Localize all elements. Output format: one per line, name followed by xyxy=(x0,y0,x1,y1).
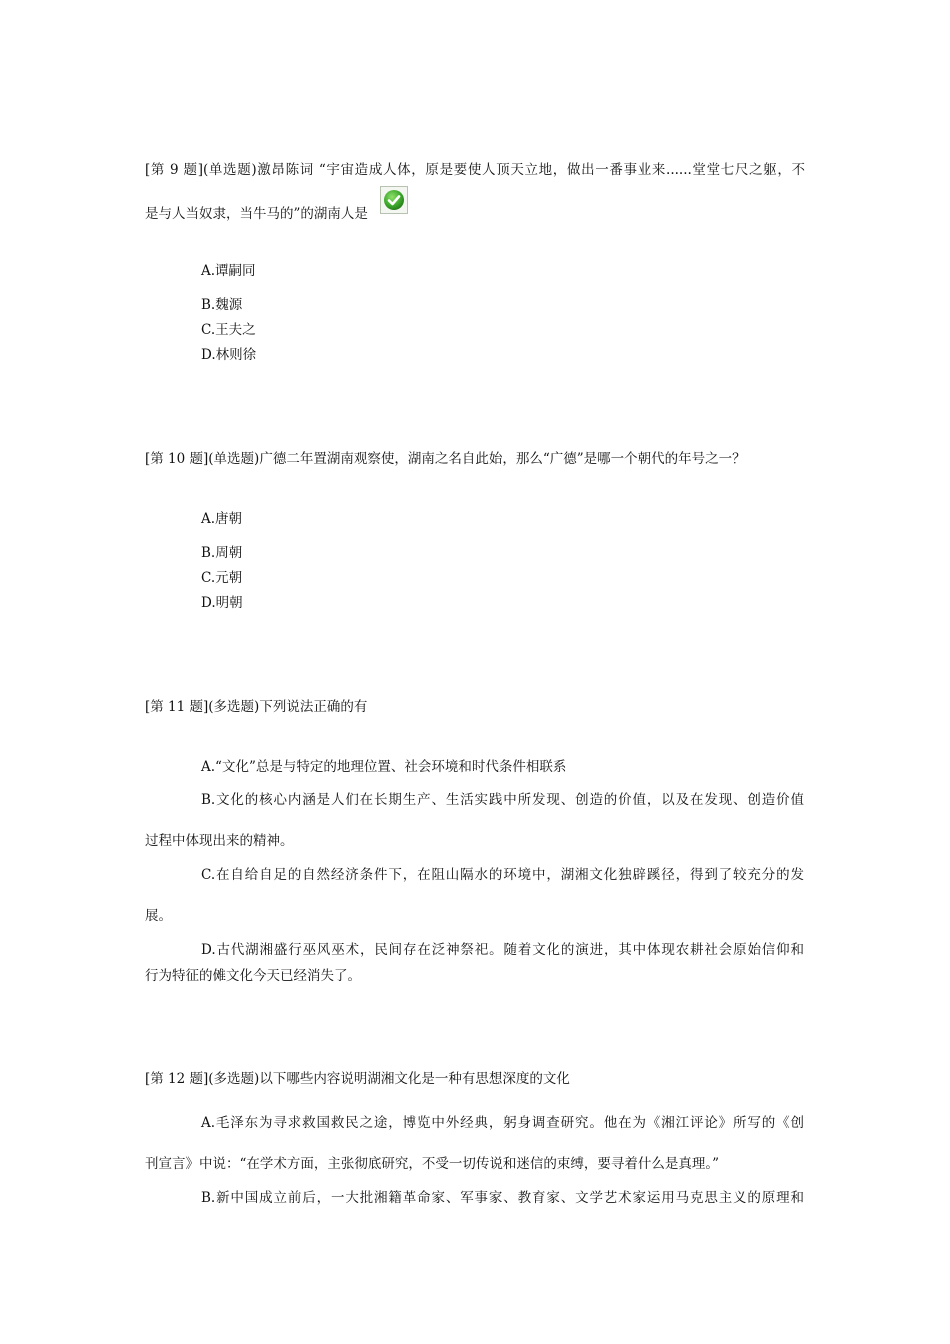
question-12-header: [第 12 题](多选题)以下哪些内容说明湖湘文化是一种有思想深度的文化 xyxy=(145,1071,570,1087)
question-11-option-c-line2: 展。 xyxy=(145,908,172,924)
question-11-option-d-line1[interactable]: D.古代湖湘盛行巫风巫术，民间存在泛神祭祀。随着文化的演进，其中体现农耕社会原始信仰和 xyxy=(201,942,804,958)
question-11-option-d-line2: 行为特征的傩文化今天已经消失了。 xyxy=(145,968,361,984)
question-11-header: [第 11 题](多选题)下列说法正确的有 xyxy=(145,699,368,715)
question-11-option-a[interactable]: A.“文化”总是与特定的地理位置、社会环境和时代条件相联系 xyxy=(201,759,567,775)
question-12-option-a-line2: 刊宣言》中说：“在学术方面，主张彻底研究，不受一切传说和迷信的束缚，要寻着什么是真理。” xyxy=(145,1156,720,1172)
question-9-option-b[interactable]: B.魏源 xyxy=(201,297,243,313)
question-10-header: [第 10 题](单选题)广德二年置湖南观察使，湖南之名自此始，那么“广德”是哪一个朝代的年号之一？ xyxy=(145,451,746,467)
check-icon xyxy=(380,186,408,214)
question-11-option-b-line1[interactable]: B.文化的核心内涵是人们在长期生产、生活实践中所发现、创造的价值，以及在发现、创造价值 xyxy=(201,792,804,808)
question-10-option-a[interactable]: A.唐朝 xyxy=(201,511,243,527)
question-12-option-a-line1[interactable]: A.毛泽东为寻求救国救民之途，博览中外经典，躬身调查研究。他在为《湘江评论》所写的《创 xyxy=(201,1115,804,1131)
question-10-option-b[interactable]: B.周朝 xyxy=(201,545,243,561)
question-9-option-d[interactable]: D.林则徐 xyxy=(201,347,257,363)
question-11-option-b-line2: 过程中体现出来的精神。 xyxy=(145,833,294,849)
question-9-option-a[interactable]: A.谭嗣同 xyxy=(201,263,256,279)
question-10-option-d[interactable]: D.明朝 xyxy=(201,595,243,611)
question-11-option-c-line1[interactable]: C.在自给自足的自然经济条件下，在阻山隔水的环境中，湖湘文化独辟蹊径，得到了较充分的发 xyxy=(201,867,804,883)
question-9-header-line1: [第 9 题](单选题)激昂陈词 “宇宙造成人体，原是要使人顶天立地，做出一番事业来......堂堂七尺之躯，不 xyxy=(145,162,805,178)
question-9-option-c[interactable]: C.王夫之 xyxy=(201,322,256,338)
question-12-option-b-line1[interactable]: B.新中国成立前后，一大批湘籍革命家、军事家、教育家、文学艺术家运用马克思主义的原理和 xyxy=(201,1190,804,1206)
question-9-header-line2: 是与人当奴隶，当牛马的”的湖南人是 xyxy=(145,206,368,222)
question-10-option-c[interactable]: C.元朝 xyxy=(201,570,243,586)
